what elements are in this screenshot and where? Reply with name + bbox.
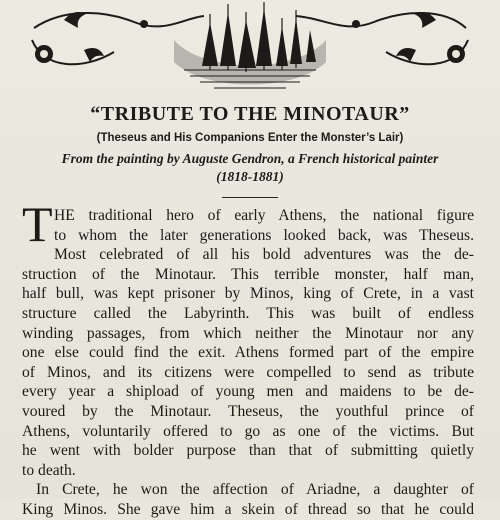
drop-cap: T (22, 196, 53, 252)
body-line: one else could find the exit. Athens formed part of the empire (22, 344, 474, 362)
body-line: Most celebrated of all his bold adventures was the de- (54, 246, 474, 264)
body-line: King Minos. She gave him a skein of thread so that he could (22, 500, 474, 518)
body-line: of Minos, and its citizens were compelled to send as tribute (22, 363, 474, 381)
divider-rule (222, 197, 278, 198)
body-line: to whom the later generations looked back, was Theseus. (54, 226, 474, 244)
body-line: HE traditional hero of early Athens, the national figure (54, 207, 474, 224)
body-line: Athens, voluntarily offered to go as one of the victims. But (22, 422, 474, 440)
harbor-ornament-icon (24, 0, 476, 100)
body-line: In Crete, he won the affection of Ariadne, a daughter of (36, 481, 474, 499)
body-line: voured by the Minotaur. Theseus, the youthful prince of (22, 402, 474, 420)
body-line: winding passages, from which neither the Minotaur nor any (22, 324, 474, 342)
body-line: every year a shipload of young men and maidens to be de- (22, 383, 474, 401)
body-line: half bull, was kept prisoner by Minos, king of Crete, in a vast (22, 285, 474, 303)
body-line: he went with bolder purpose than that of submitting quietly (22, 442, 474, 460)
body-line: to death. (22, 461, 76, 479)
article-subtitle: (Theseus and His Companions Enter the Monster’s Lair) (96, 132, 404, 144)
attribution-line: From the painting by Auguste Gendron, a French historical painter (61, 151, 439, 166)
article-body (22, 206, 474, 520)
body-line: struction of the Minotaur. This terrible monster, half man, (22, 265, 474, 283)
body-line: structure called the Labyrinth. This was built of endless (22, 304, 474, 322)
attribution-dates: (1818-1881) (216, 169, 284, 184)
article-title: “TRIBUTE TO THE MINOTAUR” (90, 103, 410, 125)
painting-attribution (0, 150, 500, 186)
